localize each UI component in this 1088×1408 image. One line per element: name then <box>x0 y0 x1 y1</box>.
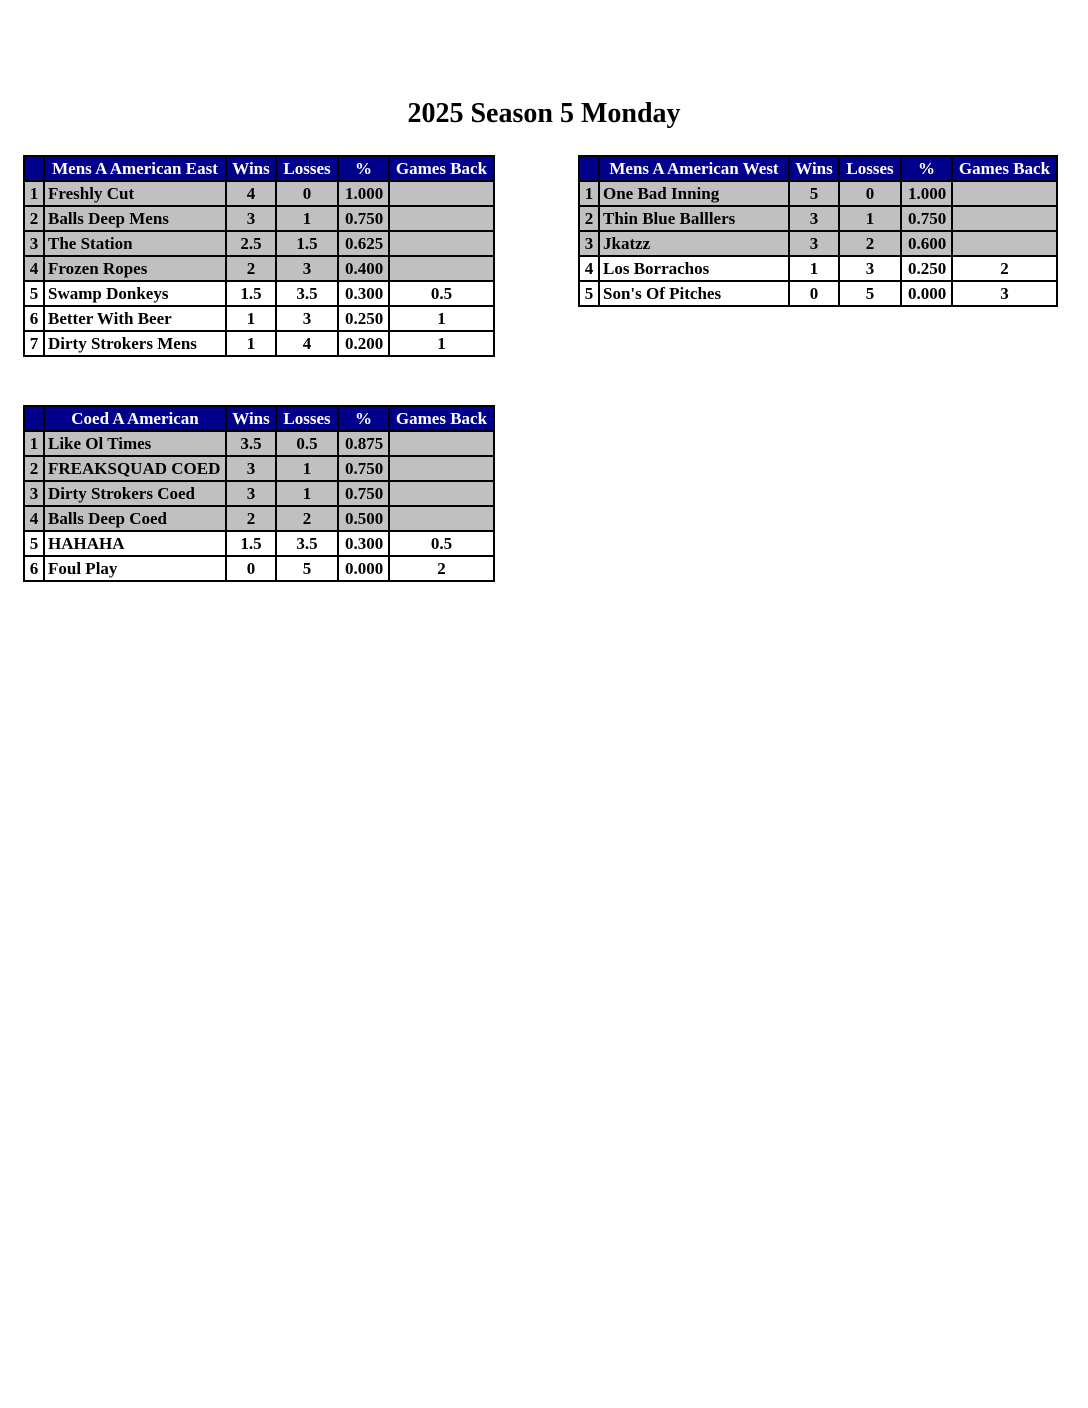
rank-cell: 2 <box>24 206 44 231</box>
games-back-cell <box>389 256 494 281</box>
rank-header <box>24 406 44 431</box>
team-name-cell: HAHAHA <box>44 531 226 556</box>
losses-cell: 1 <box>276 481 338 506</box>
wins-cell: 3 <box>226 481 276 506</box>
pct-cell: 0.625 <box>338 231 389 256</box>
losses-cell: 0.5 <box>276 431 338 456</box>
wins-header: Wins <box>789 156 839 181</box>
rank-cell: 2 <box>579 206 599 231</box>
rank-cell: 3 <box>24 481 44 506</box>
wins-cell: 3 <box>789 206 839 231</box>
games-back-cell: 2 <box>952 256 1057 281</box>
table-row <box>24 556 494 581</box>
wins-header: Wins <box>226 156 276 181</box>
team-name-cell: Jkatzz <box>599 231 789 256</box>
team-name-cell: Dirty Strokers Mens <box>44 331 226 356</box>
wins-cell: 3 <box>226 206 276 231</box>
pct-cell: 0.750 <box>338 206 389 231</box>
table-row <box>24 481 494 506</box>
losses-cell: 3.5 <box>276 281 338 306</box>
team-name-cell: Freshly Cut <box>44 181 226 206</box>
division-header: Mens A American East <box>44 156 226 181</box>
losses-cell: 3 <box>276 256 338 281</box>
pct-cell: 0.400 <box>338 256 389 281</box>
table-row <box>579 181 1057 206</box>
wins-cell: 0 <box>789 281 839 306</box>
page-title: 2025 Season 5 Monday <box>407 98 681 129</box>
losses-cell: 1.5 <box>276 231 338 256</box>
rank-cell: 3 <box>24 231 44 256</box>
rank-cell: 4 <box>579 256 599 281</box>
team-name-cell: The Station <box>44 231 226 256</box>
wins-cell: 5 <box>789 181 839 206</box>
rank-cell: 4 <box>24 256 44 281</box>
games-back-cell <box>389 456 494 481</box>
table-row <box>24 231 494 256</box>
losses-cell: 0 <box>276 181 338 206</box>
wins-cell: 0 <box>226 556 276 581</box>
rank-cell: 5 <box>24 531 44 556</box>
team-name-cell: Dirty Strokers Coed <box>44 481 226 506</box>
games-back-cell <box>389 206 494 231</box>
team-name-cell: Foul Play <box>44 556 226 581</box>
pct-header: % <box>901 156 952 181</box>
pct-cell: 0.000 <box>338 556 389 581</box>
games-back-cell <box>389 481 494 506</box>
table-header-row <box>24 406 494 431</box>
wins-cell: 1.5 <box>226 531 276 556</box>
wins-header: Wins <box>226 406 276 431</box>
rank-cell: 1 <box>24 181 44 206</box>
table-header-row <box>24 156 494 181</box>
table-row <box>24 506 494 531</box>
table-row <box>24 331 494 356</box>
rank-cell: 6 <box>24 556 44 581</box>
team-name-cell: Thin Blue Balllers <box>599 206 789 231</box>
pct-cell: 0.875 <box>338 431 389 456</box>
team-name-cell: One Bad Inning <box>599 181 789 206</box>
wins-cell: 4 <box>226 181 276 206</box>
table-row <box>24 256 494 281</box>
rank-cell: 1 <box>579 181 599 206</box>
games-back-cell: 1 <box>389 306 494 331</box>
team-name-cell: Better With Beer <box>44 306 226 331</box>
team-name-cell: FREAKSQUAD COED <box>44 456 226 481</box>
games-back-cell <box>952 206 1057 231</box>
standings-table-mens-west <box>578 155 1058 307</box>
pct-cell: 0.250 <box>338 306 389 331</box>
team-name-cell: Son's Of Pitches <box>599 281 789 306</box>
losses-cell: 3 <box>839 256 901 281</box>
table-row <box>24 181 494 206</box>
pct-cell: 0.750 <box>338 456 389 481</box>
games-back-cell <box>952 181 1057 206</box>
pct-cell: 0.500 <box>338 506 389 531</box>
games-back-header: Games Back <box>952 156 1057 181</box>
table-row <box>24 431 494 456</box>
losses-cell: 5 <box>839 281 901 306</box>
wins-cell: 1 <box>226 306 276 331</box>
pct-cell: 0.300 <box>338 281 389 306</box>
games-back-cell <box>952 231 1057 256</box>
team-name-cell: Swamp Donkeys <box>44 281 226 306</box>
rank-cell: 5 <box>579 281 599 306</box>
rank-cell: 7 <box>24 331 44 356</box>
losses-cell: 4 <box>276 331 338 356</box>
rank-header <box>579 156 599 181</box>
losses-cell: 3.5 <box>276 531 338 556</box>
division-header: Coed A American <box>44 406 226 431</box>
pct-cell: 0.600 <box>901 231 952 256</box>
games-back-cell: 0.5 <box>389 281 494 306</box>
table-header-row <box>579 156 1057 181</box>
losses-header: Losses <box>276 406 338 431</box>
pct-cell: 0.000 <box>901 281 952 306</box>
table-row <box>24 531 494 556</box>
wins-cell: 2 <box>226 256 276 281</box>
division-header: Mens A American West <box>599 156 789 181</box>
games-back-cell: 0.5 <box>389 531 494 556</box>
rank-header <box>24 156 44 181</box>
team-name-cell: Los Borrachos <box>599 256 789 281</box>
games-back-cell: 2 <box>389 556 494 581</box>
losses-cell: 2 <box>839 231 901 256</box>
pct-cell: 0.300 <box>338 531 389 556</box>
pct-header: % <box>338 406 389 431</box>
pct-cell: 0.750 <box>901 206 952 231</box>
losses-cell: 1 <box>839 206 901 231</box>
losses-header: Losses <box>276 156 338 181</box>
wins-cell: 2 <box>226 506 276 531</box>
pct-cell: 1.000 <box>338 181 389 206</box>
table-row <box>579 281 1057 306</box>
rank-cell: 1 <box>24 431 44 456</box>
team-name-cell: Balls Deep Mens <box>44 206 226 231</box>
wins-cell: 3 <box>789 231 839 256</box>
rank-cell: 3 <box>579 231 599 256</box>
rank-cell: 6 <box>24 306 44 331</box>
pct-cell: 0.750 <box>338 481 389 506</box>
standings-table-mens-east <box>23 155 495 357</box>
standings-table-coed <box>23 405 495 582</box>
losses-cell: 5 <box>276 556 338 581</box>
team-name-cell: Like Ol Times <box>44 431 226 456</box>
losses-cell: 3 <box>276 306 338 331</box>
team-name-cell: Frozen Ropes <box>44 256 226 281</box>
table-row <box>579 231 1057 256</box>
table-row <box>24 306 494 331</box>
games-back-cell <box>389 181 494 206</box>
wins-cell: 1 <box>789 256 839 281</box>
games-back-header: Games Back <box>389 406 494 431</box>
wins-cell: 1.5 <box>226 281 276 306</box>
pct-cell: 0.200 <box>338 331 389 356</box>
games-back-cell: 3 <box>952 281 1057 306</box>
games-back-cell: 1 <box>389 331 494 356</box>
table-row <box>579 206 1057 231</box>
rank-cell: 4 <box>24 506 44 531</box>
wins-cell: 2.5 <box>226 231 276 256</box>
pct-cell: 0.250 <box>901 256 952 281</box>
wins-cell: 3 <box>226 456 276 481</box>
table-row <box>24 281 494 306</box>
table-row <box>24 206 494 231</box>
games-back-header: Games Back <box>389 156 494 181</box>
losses-cell: 1 <box>276 206 338 231</box>
pct-cell: 1.000 <box>901 181 952 206</box>
games-back-cell <box>389 431 494 456</box>
losses-header: Losses <box>839 156 901 181</box>
games-back-cell <box>389 506 494 531</box>
table-row <box>579 256 1057 281</box>
games-back-cell <box>389 231 494 256</box>
rank-cell: 2 <box>24 456 44 481</box>
losses-cell: 1 <box>276 456 338 481</box>
wins-cell: 1 <box>226 331 276 356</box>
losses-cell: 2 <box>276 506 338 531</box>
losses-cell: 0 <box>839 181 901 206</box>
rank-cell: 5 <box>24 281 44 306</box>
table-row <box>24 456 494 481</box>
team-name-cell: Balls Deep Coed <box>44 506 226 531</box>
wins-cell: 3.5 <box>226 431 276 456</box>
pct-header: % <box>338 156 389 181</box>
